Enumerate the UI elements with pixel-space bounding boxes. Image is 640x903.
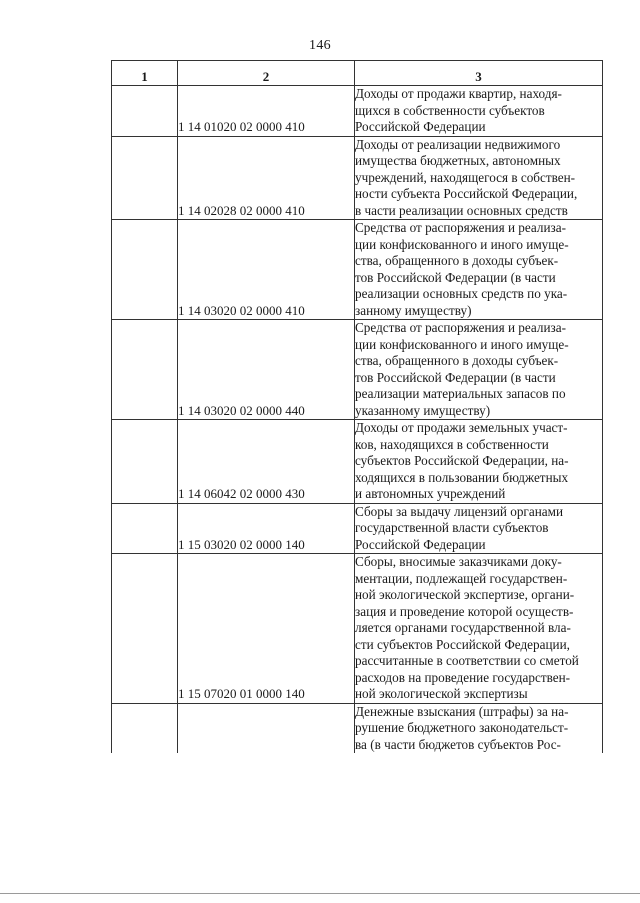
description-line: тов Российской Федерации (в части bbox=[355, 269, 556, 285]
description-line: ности субъекта Российской Федерации, bbox=[355, 186, 578, 201]
column-header-3: 3 bbox=[355, 61, 603, 86]
table-row bbox=[112, 554, 603, 704]
description-line: расходов на проведение государствен- bbox=[355, 669, 571, 685]
revenue-description-cell bbox=[355, 320, 603, 420]
revenue-description-cell bbox=[355, 220, 603, 320]
description-line: Сборы, вносимые заказчиками доку- bbox=[355, 554, 562, 569]
revenue-description-cell bbox=[355, 554, 603, 704]
description-line: и автономных учреждений bbox=[355, 486, 506, 501]
description-line: ной экологической экспертизе, органи- bbox=[355, 587, 575, 602]
table-body bbox=[112, 86, 603, 754]
budget-code-cell: 1 15 03020 02 0000 140 bbox=[178, 503, 355, 554]
description-line: ства, обращенного в доходы субъек- bbox=[355, 253, 559, 268]
table-row bbox=[112, 503, 603, 554]
description-line: ции конфискованного и иного имуще- bbox=[355, 336, 569, 352]
description-line: ков, находящихся в собственности bbox=[355, 436, 549, 452]
description-line: Средства от распоряжения и реализа- bbox=[355, 320, 566, 335]
budget-code-cell: 1 14 02028 02 0000 410 bbox=[178, 136, 355, 220]
table-row bbox=[112, 703, 603, 753]
revenue-description-cell bbox=[355, 86, 603, 137]
budget-code-cell: 1 14 06042 02 0000 430 bbox=[178, 420, 355, 504]
description-line: рассчитанные в соответствии со сметой bbox=[355, 653, 579, 668]
column-header-2: 2 bbox=[178, 61, 355, 86]
description-line: Российской Федерации bbox=[355, 536, 486, 552]
description-line: имущества бюджетных, автономных bbox=[355, 153, 561, 168]
description-line: ментации, подлежащей государствен- bbox=[355, 570, 568, 586]
table-row bbox=[112, 420, 603, 504]
description-line: Доходы от продажи земельных участ- bbox=[355, 420, 568, 435]
scan-edge-divider bbox=[0, 893, 640, 894]
revenue-description-cell bbox=[355, 703, 603, 753]
description-line: реализации основных средств по ука- bbox=[355, 286, 568, 301]
row-number-cell bbox=[112, 420, 178, 504]
revenue-description-cell bbox=[355, 420, 603, 504]
description-line: субъектов Российской Федерации, на- bbox=[355, 453, 569, 468]
row-number-cell bbox=[112, 554, 178, 704]
description-line: Денежные взыскания (штрафы) за на- bbox=[355, 703, 569, 719]
budget-code-cell: 1 14 03020 02 0000 440 bbox=[178, 320, 355, 420]
row-number-cell bbox=[112, 86, 178, 137]
row-number-cell bbox=[112, 320, 178, 420]
description-line: в части реализации основных средств bbox=[355, 202, 568, 218]
description-line: Средства от распоряжения и реализа- bbox=[355, 220, 566, 235]
row-number-cell bbox=[112, 136, 178, 220]
table-row bbox=[112, 86, 603, 137]
table-row bbox=[112, 220, 603, 320]
description-line: указанному имуществу) bbox=[355, 402, 491, 418]
description-line: государственной власти субъектов bbox=[355, 520, 549, 535]
description-line: ва (в части бюджетов субъектов Рос- bbox=[355, 736, 561, 752]
description-line: занному имуществу) bbox=[355, 302, 472, 318]
budget-code-cell bbox=[178, 703, 355, 753]
row-number-cell bbox=[112, 503, 178, 554]
description-line: Доходы от продажи квартир, находя- bbox=[355, 86, 562, 101]
revenue-description-cell bbox=[355, 136, 603, 220]
column-header-1: 1 bbox=[112, 61, 178, 86]
description-line: зация и проведение которой осуществ- bbox=[355, 603, 574, 619]
description-line: реализации материальных запасов по bbox=[355, 386, 566, 401]
description-line: тов Российской Федерации (в части bbox=[355, 369, 556, 385]
table-row bbox=[112, 136, 603, 220]
description-line: ной экологической экспертизы bbox=[355, 686, 528, 701]
row-number-cell bbox=[112, 703, 178, 753]
table-row bbox=[112, 320, 603, 420]
table-header-row bbox=[112, 61, 603, 86]
budget-code-cell: 1 14 01020 02 0000 410 bbox=[178, 86, 355, 137]
description-line: ляется органами государственной вла- bbox=[355, 620, 571, 635]
description-line: Доходы от реализации недвижимого bbox=[355, 136, 561, 152]
description-line: ходящихся в пользовании бюджетных bbox=[355, 469, 569, 485]
row-number-cell bbox=[112, 220, 178, 320]
description-line: учреждений, находящегося в собствен- bbox=[355, 169, 576, 185]
page-number: 146 bbox=[309, 38, 331, 53]
budget-code-cell: 1 15 07020 01 0000 140 bbox=[178, 554, 355, 704]
description-line: Сборы за выдачу лицензий органами bbox=[355, 503, 564, 519]
description-line: ции конфискованного и иного имуще- bbox=[355, 236, 569, 252]
revenue-description-cell bbox=[355, 503, 603, 554]
description-line: ства, обращенного в доходы субъек- bbox=[355, 353, 559, 368]
revenue-codes-table bbox=[111, 60, 603, 753]
budget-code-cell: 1 14 03020 02 0000 410 bbox=[178, 220, 355, 320]
description-line: рушение бюджетного законодательст- bbox=[355, 720, 569, 735]
description-line: Российской Федерации bbox=[355, 119, 486, 134]
description-line: сти субъектов Российской Федерации, bbox=[355, 636, 570, 652]
description-line: щихся в собственности субъектов bbox=[355, 102, 545, 118]
